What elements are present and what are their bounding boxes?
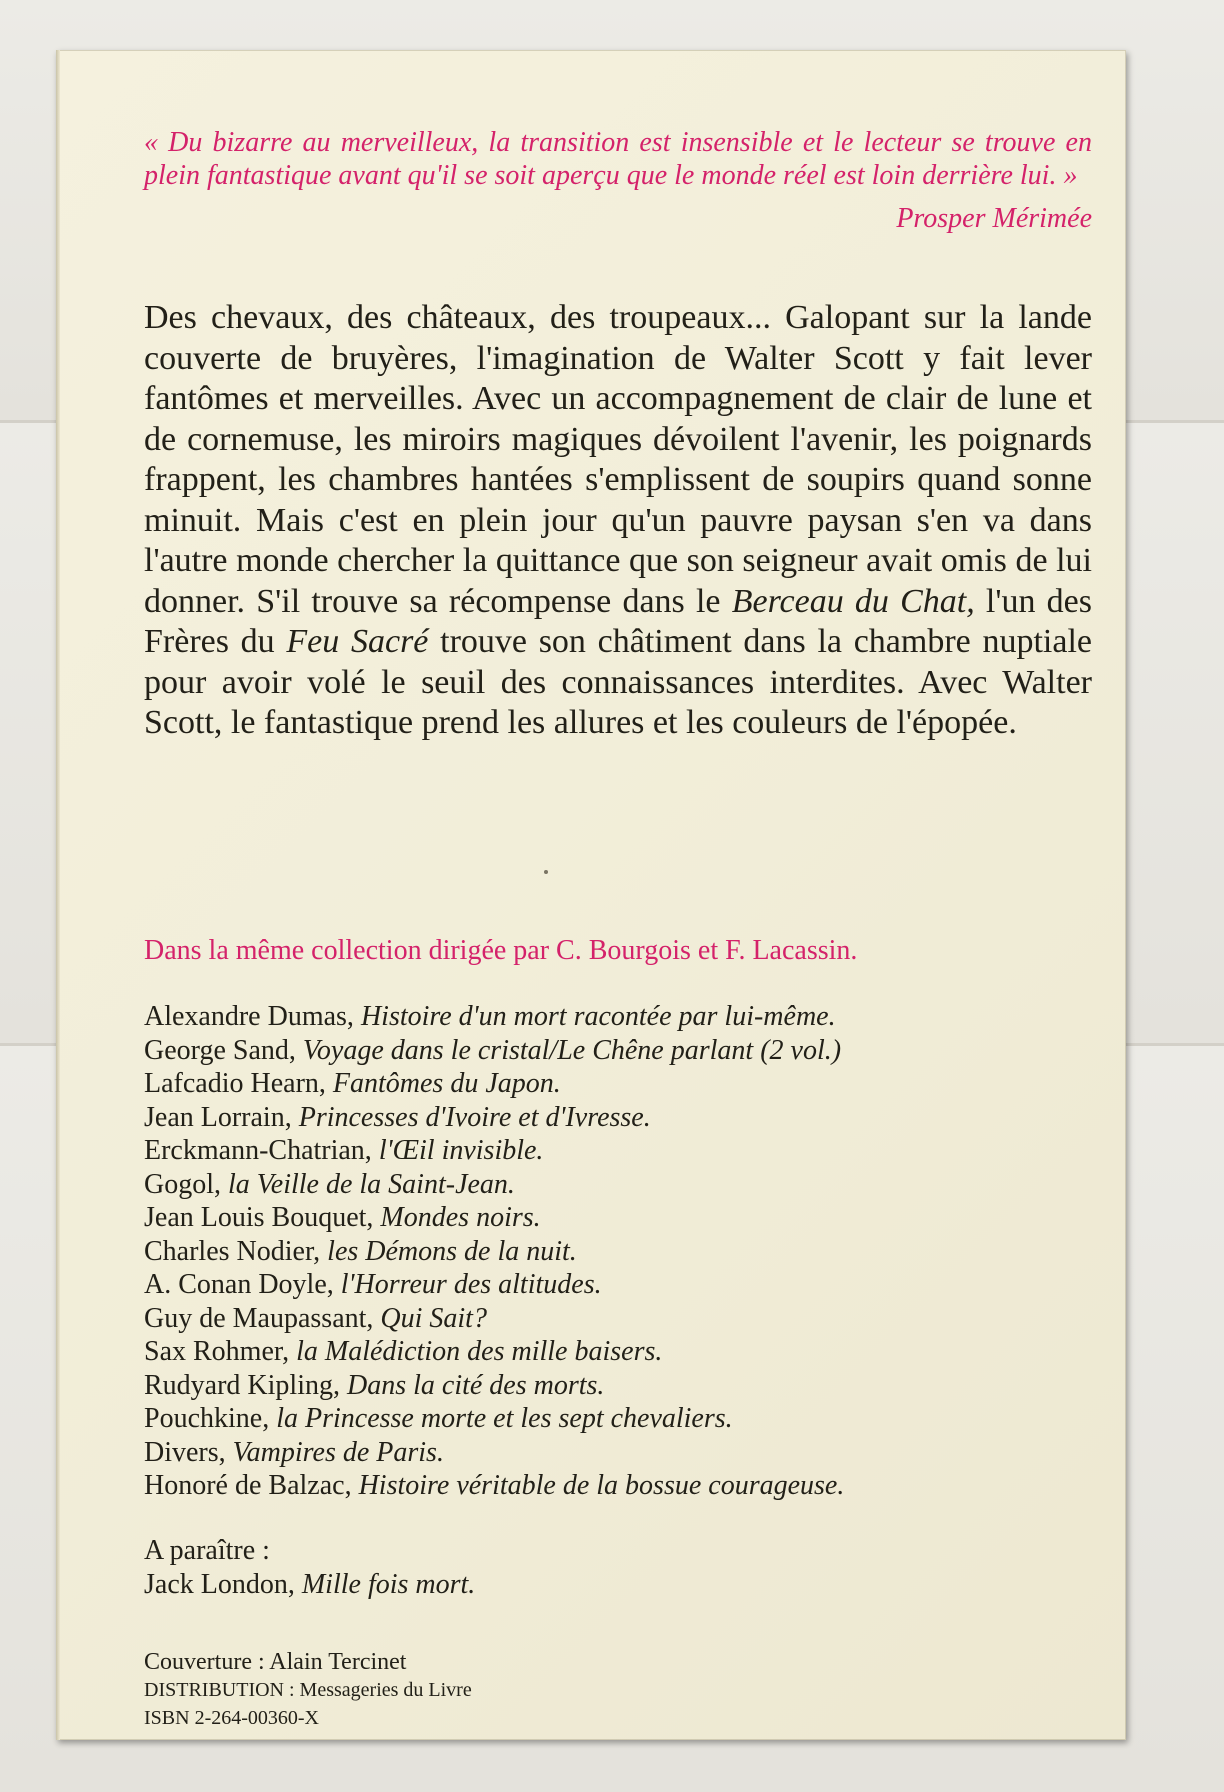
collection-work: l'Horreur des altitudes. xyxy=(340,1269,602,1300)
collection-work: les Démons de la nuit. xyxy=(327,1235,577,1267)
collection-item xyxy=(144,1000,844,1034)
isbn: ISBN 2-264-00360-X xyxy=(144,1707,319,1729)
collection-item xyxy=(144,1402,844,1436)
collection-author: Guy de Maupassant, xyxy=(144,1302,374,1334)
collection-author: Rudyard Kipling, xyxy=(144,1369,340,1401)
forthcoming-section xyxy=(144,1534,475,1602)
collection-item xyxy=(144,1067,844,1101)
cover-edge xyxy=(56,50,60,1740)
blurb-title: Feu Sacré xyxy=(286,623,429,660)
blurb-text: trouve son châtiment dans la chambre nuptiale pour avoir volé le seuil des connaissances interdites. Avec Walter Scott, le fantastique prend les allures et les couleurs de l'épopée. xyxy=(144,623,1092,741)
collection-author: Erckmann-Chatrian, xyxy=(144,1135,372,1166)
forthcoming-label: A paraître : xyxy=(144,1535,270,1566)
blurb-text: Des chevaux, des châteaux, des troupeaux... Galopant sur la lande couverte de bruyères, l'imagination de Walter Scott y fait lever fantômes et merveilles. Avec un accompagnement de clair de lune et de cornemuse, les miroirs magiques dévoilent l'avenir, les poignards frappent, les chambres hantées s'emplissent de soupirs quand sonne minuit. Mais c'est en plein jour qu'un pauvre paysan s'en va dans l'autre monde chercher la quittance que son seigneur avait omis de lui donner. S'il trouve sa récompense dans le xyxy=(144,299,1092,620)
collection-list xyxy=(144,1000,844,1503)
blurb-text: l'un des Frères du xyxy=(144,582,1092,660)
collection-item xyxy=(144,1268,844,1302)
collection-work: Princesses d'Ivoire et d'Ivresse. xyxy=(298,1101,651,1133)
collection-item xyxy=(144,1235,844,1269)
collection-item xyxy=(144,1369,844,1403)
paper-speck xyxy=(544,870,548,874)
collection-item xyxy=(144,1034,844,1068)
forthcoming-author: Jack London, xyxy=(144,1569,295,1600)
collection-work: la Princesse morte et les sept chevaliers. xyxy=(276,1403,733,1434)
collection-work: Histoire d'un mort racontée par lui-même. xyxy=(360,1001,836,1032)
forthcoming-work: Mille fois mort. xyxy=(301,1569,476,1600)
collection-work: la Malédiction des mille baisers. xyxy=(296,1336,663,1367)
collection-item xyxy=(144,1168,844,1202)
epigraph xyxy=(144,126,1092,235)
epigraph-text: « Du bizarre au merveilleux, la transition est insensible et le lecteur se trouve en plein fantastique avant qu'il se soit aperçu que le monde réel est loin derrière lui. » xyxy=(144,127,1092,191)
collection-author: Alexandre Dumas, xyxy=(144,1001,354,1032)
collection-item xyxy=(144,1469,844,1503)
blurb-title: Berceau du Chat, xyxy=(731,582,975,620)
forthcoming-item xyxy=(144,1568,475,1602)
collection-work: Qui Sait? xyxy=(380,1302,487,1334)
collection-item xyxy=(144,1201,844,1235)
collection-author: Gogol, xyxy=(144,1168,221,1200)
collection-work: la Veille de la Saint-Jean. xyxy=(228,1168,515,1200)
collection-work: Dans la cité des morts. xyxy=(347,1369,605,1401)
distribution-credit: DISTRIBUTION : Messageries du Livre xyxy=(144,1679,472,1701)
collection-author: Honoré de Balzac, xyxy=(144,1470,352,1501)
collection-author: Jean Louis Bouquet, xyxy=(144,1202,374,1233)
epigraph-author: Prosper Mérimée xyxy=(896,203,1092,234)
collection-heading: Dans la même collection dirigée par C. Bourgois et F. Lacassin. xyxy=(144,935,858,966)
collection-work: Vampires de Paris. xyxy=(232,1436,444,1468)
credits xyxy=(144,1648,472,1732)
collection-author: Pouchkine, xyxy=(144,1403,270,1434)
collection-author: Sax Rohmer, xyxy=(144,1336,290,1367)
collection-work: Fantômes du Japon. xyxy=(332,1068,561,1099)
collection-author: Charles Nodier, xyxy=(144,1235,321,1267)
collection-item xyxy=(144,1436,844,1470)
blurb-paragraph xyxy=(144,298,1092,744)
collection-item xyxy=(144,1335,844,1369)
collection-work: l'Œil invisible. xyxy=(378,1135,544,1166)
cover-credit: Couverture : Alain Tercinet xyxy=(144,1649,407,1675)
collection-work: Mondes noirs. xyxy=(380,1202,541,1233)
collection-author: Divers, xyxy=(144,1436,226,1468)
collection-item xyxy=(144,1302,844,1336)
collection-work: Histoire véritable de la bossue courageuse. xyxy=(358,1470,845,1501)
collection-work: Voyage dans le cristal/Le Chêne parlant (2 vol.) xyxy=(302,1034,842,1066)
collection-author: Lafcadio Hearn, xyxy=(144,1068,326,1099)
collection-item xyxy=(144,1134,844,1168)
collection-author: A. Conan Doyle, xyxy=(144,1269,334,1300)
collection-author: George Sand, xyxy=(144,1034,296,1066)
collection-author: Jean Lorrain, xyxy=(144,1101,292,1133)
collection-item xyxy=(144,1101,844,1135)
book-back-cover xyxy=(56,50,1126,1740)
